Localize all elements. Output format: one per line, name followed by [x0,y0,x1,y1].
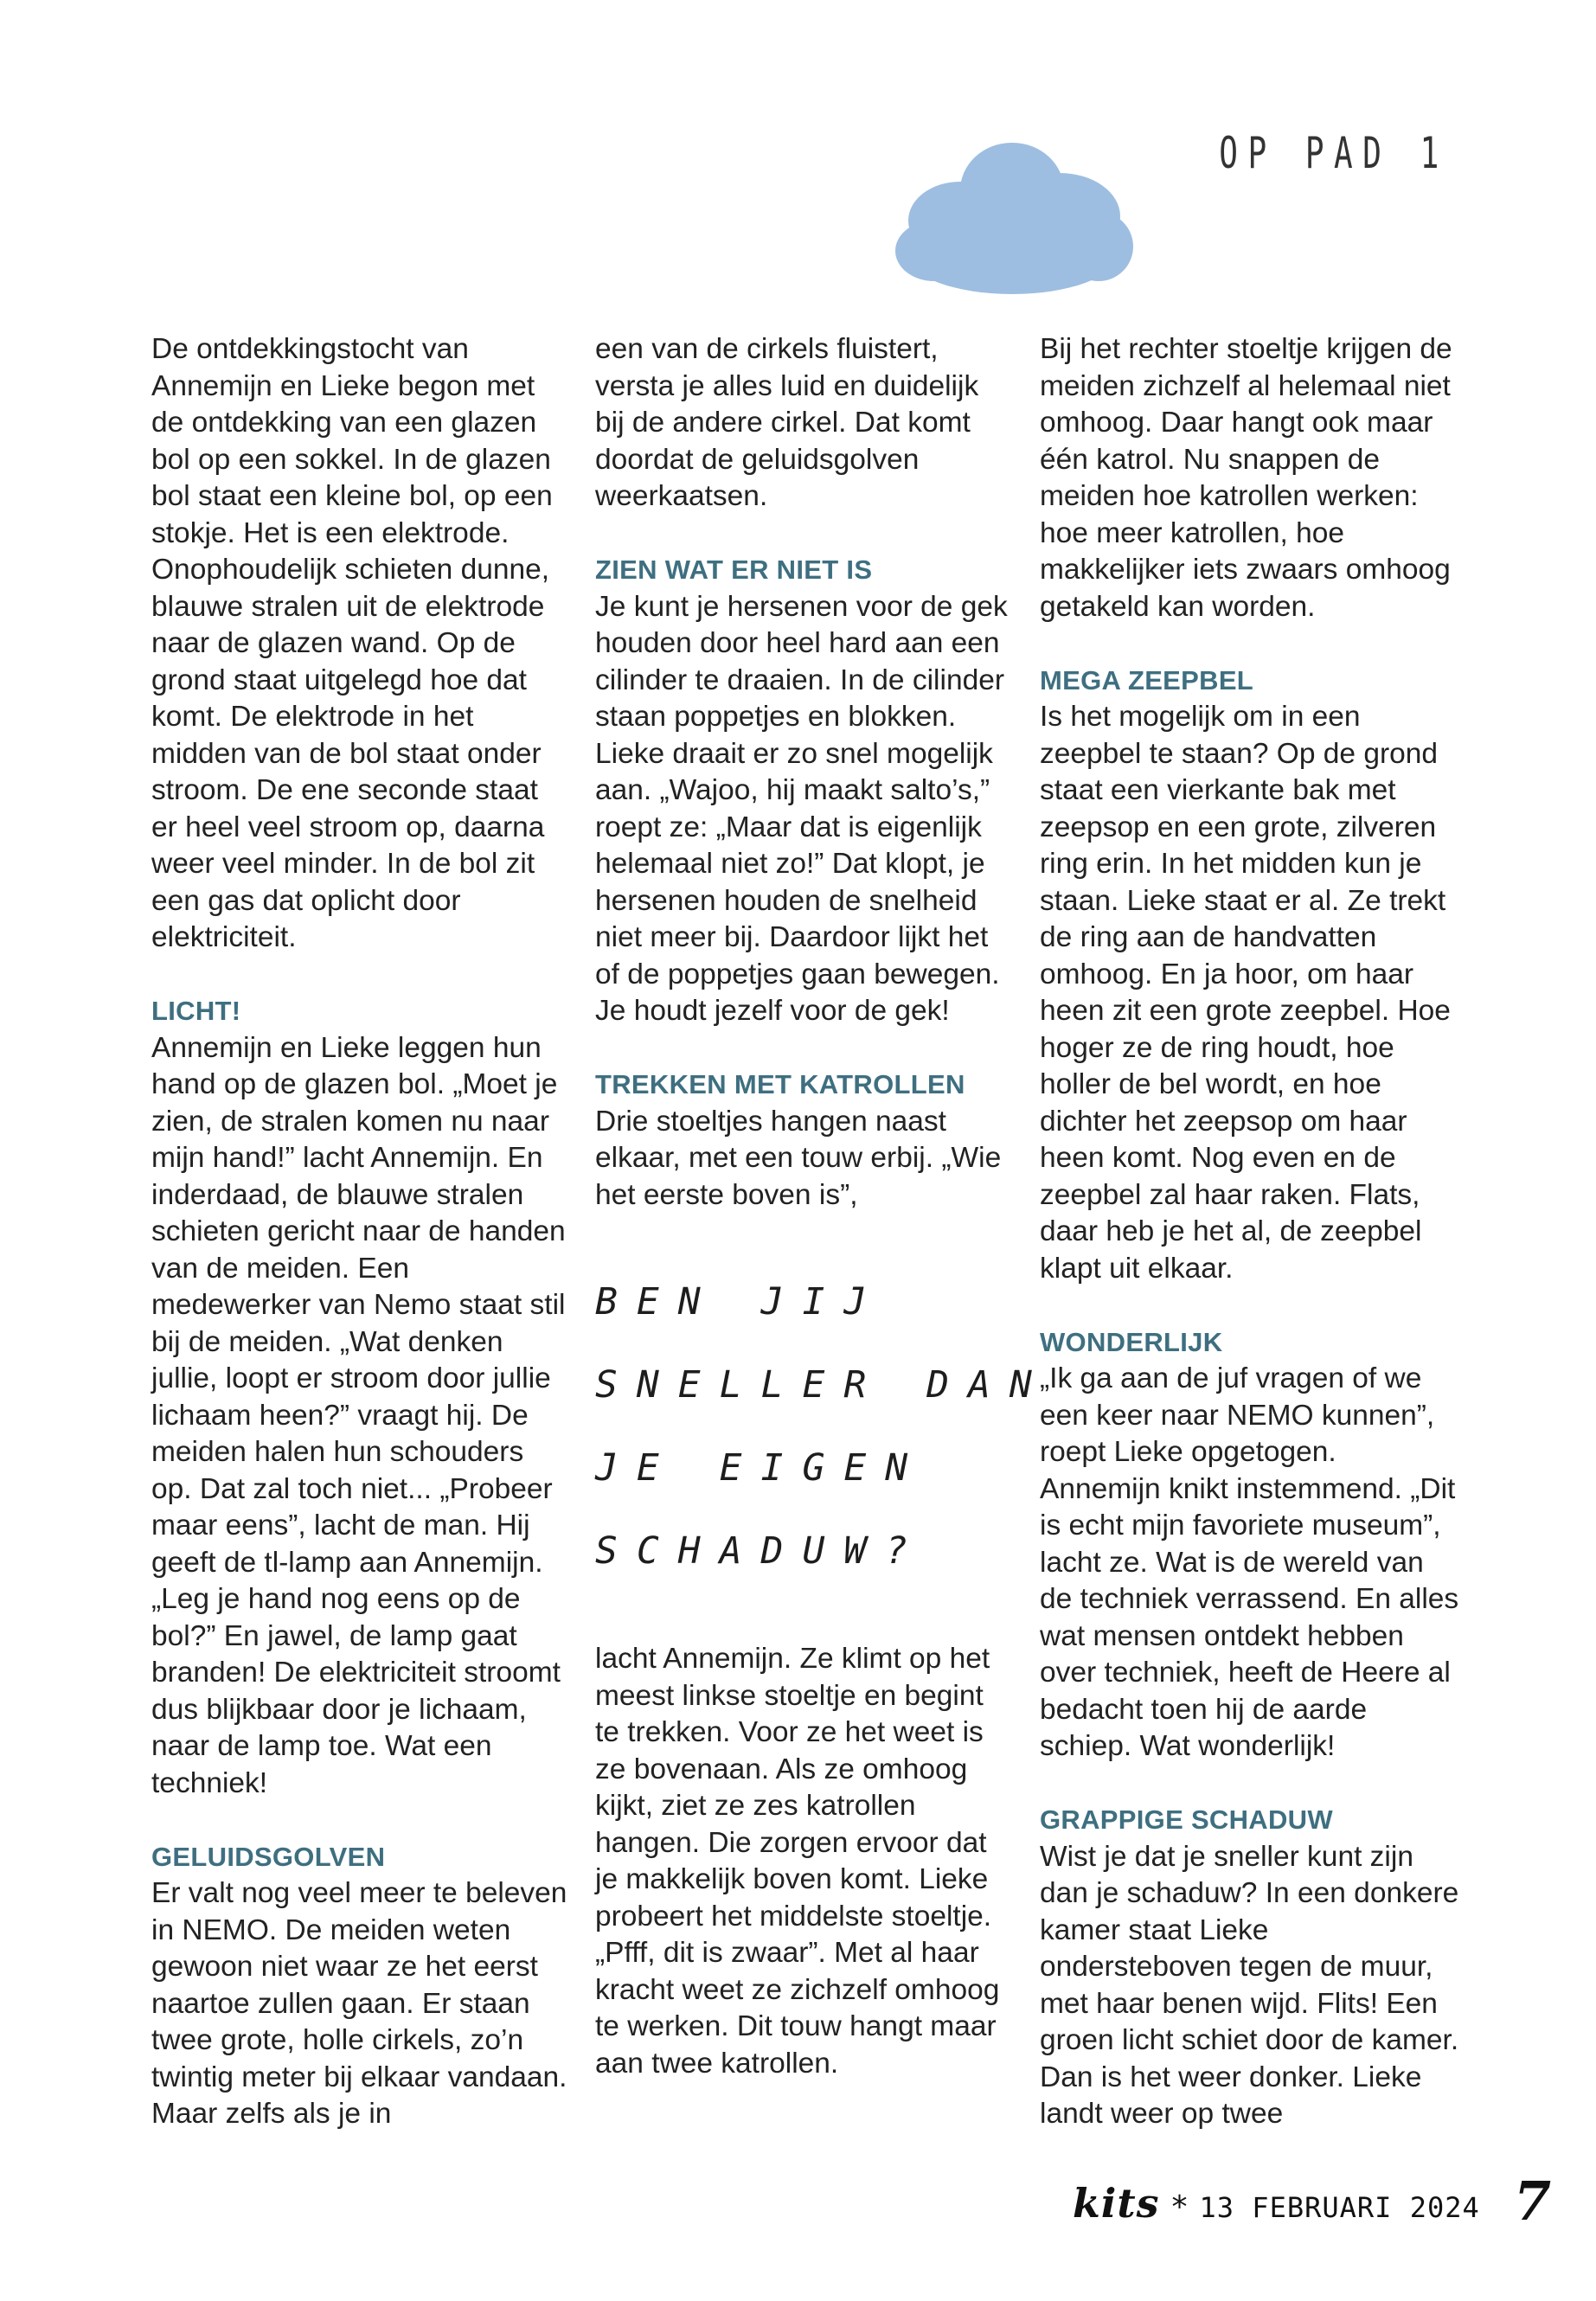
zien-paragraph: Je kunt je hersenen voor de gek houden door heel hard aan een cilinder te draaien. In de cilinder staan poppetjes en blokken. Lieke draait er zo snel mogelijk aan. „Wajoo, hij maakt salto’s,” roept ze: „Maar dat is eigenlijk helemaal niet zo!” Dat klopt, je hersenen houden de snelheid niet meer bij. Daardoor lijkt het of de poppetjes gaan bewegen. Je houdt jezelf voor de gek! [595,590,1008,1027]
heading-grappige-schaduw: GRAPPIGE SCHADUW [1040,1804,1333,1835]
licht-paragraph: Annemijn en Lieke leggen hun hand op de glazen bol. „Moet je zien, de stralen komen nu naar mijn hand!” lacht Annemijn. En inderdaad, de blauwe stralen schieten gericht naar de handen van de meiden. Een medewerker van Nemo staat stil bij de meiden. „Wat denken jullie, loopt er stroom door jullie lichaam heen?” vraagt hij. De meiden halen hun schouders op. Dat zal toch niet... „Probeer maar eens”, lacht de man. Hij geeft de tl-lamp aan Annemijn. „Leg je hand nog eens op de bol?” En jawel, de lamp gaat branden! De elektriciteit stroomt dus blijkbaar door je lichaam, naar de lamp toe. Wat een techniek! [151,1031,566,1799]
heading-licht: LICHT! [151,996,241,1026]
continued-paragraph: een van de cirkels fluistert, versta je alles luid en duidelijk bij de andere cirkel. Dat komt doordat de geluidsgolven weerkaatsen. [595,333,979,512]
page-number: 7 [1514,2170,1552,2233]
separator-star-icon: * [1171,2189,1188,2225]
footer [1073,2180,1480,2232]
pull-quote-line: SNELLER DAN [595,1363,1051,1407]
column-2 [595,331,1051,2082]
geluidsgolven-paragraph: Er valt nog veel meer te beleven in NEMO. De meiden weten gewoon niet waar ze het eerst naartoe zullen gaan. Er staan twee grote, holle cirkels, zo’n twintig meter bij elkaar vandaan. Maar zelfs als je in [151,1877,567,2130]
column-3 [1040,331,1459,2133]
heading-trekken-met-katrollen: TREKKEN MET KATROLLEN [595,1069,965,1099]
pull-quote-line: JE EIGEN [595,1446,927,1490]
pull-quote [595,1260,1051,1593]
heading-zien-wat-er-niet-is: ZIEN WAT ER NIET IS [595,554,873,585]
heading-mega-zeepbel: MEGA ZEEPBEL [1040,664,1254,695]
zeepbel-paragraph: Is het mogelijk om in een zeepbel te staan? Op de grond staat een vierkante bak met zeepsop en een grote, zilveren ring erin. In het midden kun je staan. Lieke staat er al. Ze trekt de ring aan de handvatten omhoog. En ja hoor, om haar heen zit een grote zeepbel. Hoe hoger ze de ring houdt, hoe holler de bel wordt, en hoe dichter het zeepsop om haar heen komt. Nog even en de zeepbel zal haar raken. Flats, daar heb je het al, de zeepbel klapt uit elkaar. [1040,701,1451,1285]
section-title: OP PAD 1 [1219,128,1449,178]
pull-quote-line: SCHADUW? [595,1529,927,1573]
intro-paragraph: De ontdekkingstocht van Annemijn en Lieke begon met de ontdekking van een glazen bol op een sokkel. In de glazen bol staat een kleine bol, op een stokje. Het is een elektrode. Onophoudelijk schieten dunne, blauwe stralen uit de elektrode naar de glazen wand. Op de grond staat uitgelegd hoe dat komt. De elektrode in het midden van de bol staat onder stroom. De ene seconde staat er heel veel stroom op, daarna weer veel minder. In de bol zit een gas dat oplicht door elektriciteit. [151,333,553,953]
schaduw-paragraph: Wist je dat je sneller kunt zijn dan je schaduw? In een donkere kamer staat Lieke ondersteboven tegen de muur, met haar benen wijd. Flits! Een groen licht schiet door de kamer. Dan is het weer donker. Lieke landt weer op twee [1040,1840,1459,2130]
magazine-logo: kits [1073,2180,1160,2227]
heading-geluidsgolven: GELUIDSGOLVEN [151,1841,386,1872]
heading-wonderlijk: WONDERLIJK [1040,1326,1223,1357]
cloud-illustration [882,125,1142,298]
katrollen-paragraph: Drie stoeltjes hangen naast elkaar, met een touw erbij. „Wie het eerste boven is”, [595,1105,1002,1211]
katrollen-paragraph-2: lacht Annemijn. Ze klimt op het meest linkse stoeltje en begint te trekken. Voor ze het weet is ze bovenaan. Als ze omhoog kijkt, ziet ze zes katrollen hangen. Die zorgen ervoor dat je makkelijk boven komt. Lieke probeert het middelste stoeltje. „Pfff, dit is zwaar”. Met al haar kracht weet ze zichzelf omhoog te werken. Dit touw hangt maar aan twee katrollen. [595,1643,1000,2080]
continued-paragraph: Bij het rechter stoeltje krijgen de meiden zichzelf al helemaal niet omhoog. Daar hangt ook maar één katrol. Nu snappen de meiden hoe katrollen werken: hoe meer katrollen, hoe makkelijker iets zwaars omhoog getakeld kan worden. [1040,333,1452,623]
wonderlijk-paragraph: „Ik ga aan de juf vragen of we een keer naar NEMO kunnen”, roept Lieke opgetogen. Annemijn knikt instemmend. „Dit is echt mijn favoriete museum”, lacht ze. Wat is de wereld van de techniek verrassend. En alles wat mensen ontdekt hebben over techniek, heeft de Heere al bedacht toen hij de aarde schiep. Wat wonderlijk! [1040,1362,1459,1762]
column-1 [151,331,571,2133]
pull-quote-line: BEN JIJ [595,1280,886,1324]
issue-date: 13 FEBRUARI 2024 [1199,2191,1480,2224]
